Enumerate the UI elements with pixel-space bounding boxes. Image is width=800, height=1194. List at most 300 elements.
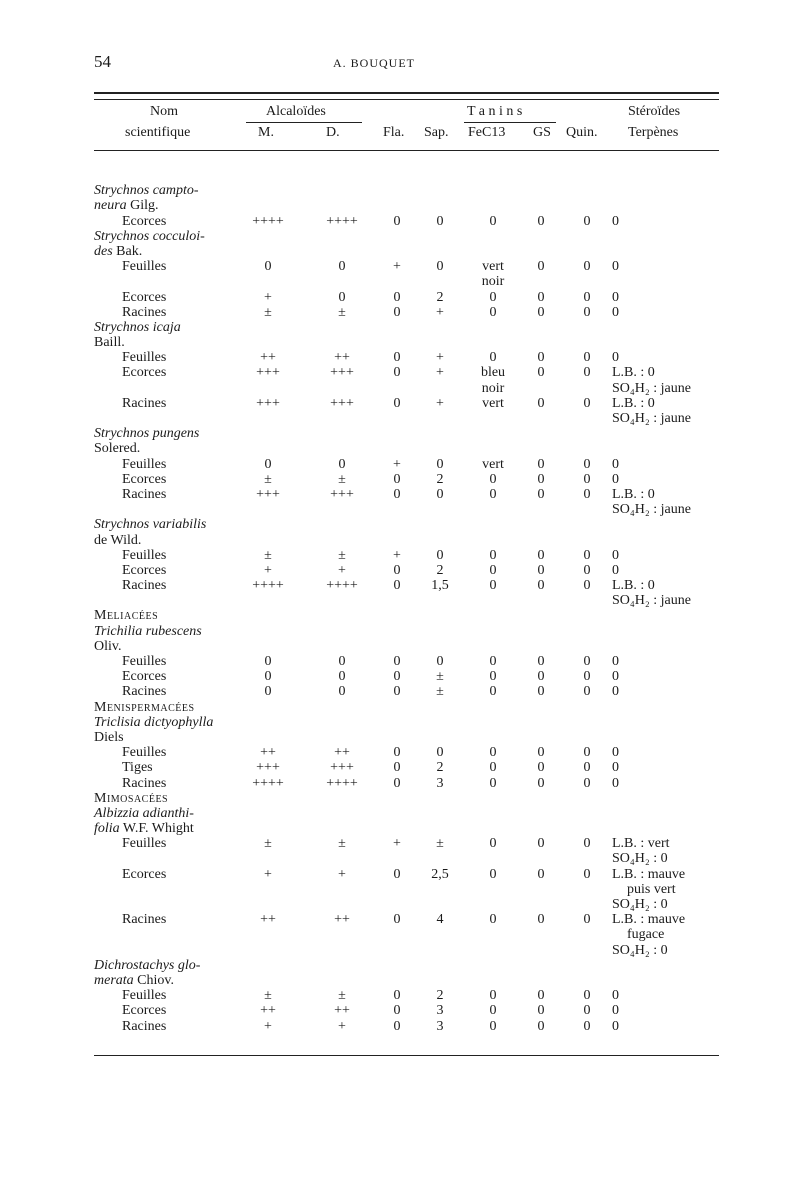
cell-alc-m: ± xyxy=(264,988,272,1004)
species-name xyxy=(94,821,194,836)
table-row xyxy=(0,684,800,699)
cell-steroides: 0 xyxy=(612,988,619,1004)
cell-fecl3: 0 xyxy=(489,213,497,229)
table-body xyxy=(0,168,800,1034)
col-quin: Quin. xyxy=(566,125,598,140)
cell-alc-m: ± xyxy=(264,836,272,852)
col-steroides: Stéroïdes xyxy=(628,104,681,119)
cell-fecl3: 0 xyxy=(489,350,497,366)
cell-gs: 0 xyxy=(537,1018,545,1034)
cell-alc-d: 0 xyxy=(338,289,346,305)
cell-quin: 0 xyxy=(583,760,591,776)
table-row xyxy=(0,730,800,745)
cell-gs: 0 xyxy=(537,304,545,320)
cell-fecl3: 0 xyxy=(489,1018,497,1034)
table-row xyxy=(0,1003,800,1018)
cell-alc-m: +++ xyxy=(256,395,280,411)
cell-alc-d: ± xyxy=(338,836,346,852)
cell-gs: 0 xyxy=(537,912,545,928)
table-row xyxy=(0,715,800,730)
cell-quin: 0 xyxy=(583,289,591,305)
table-row xyxy=(0,517,800,532)
col-tanins: T a n i n s xyxy=(467,104,523,119)
table-row xyxy=(0,396,800,411)
cell-steroides: 0 xyxy=(612,745,619,761)
cell-alc-m: + xyxy=(264,289,272,305)
cell-alc-d: ++++ xyxy=(326,775,358,791)
cell-alc-m: 0 xyxy=(264,669,272,685)
species-name xyxy=(94,517,206,532)
cell-fla: 0 xyxy=(393,395,401,411)
cell-gs: 0 xyxy=(537,562,545,578)
table-row xyxy=(0,229,800,244)
cell-sap: 2 xyxy=(436,471,444,487)
cell-quin: 0 xyxy=(583,1018,591,1034)
cell-fecl3: noir xyxy=(481,274,505,290)
cell-quin: 0 xyxy=(583,259,591,275)
cell-steroides: 0 xyxy=(612,289,619,305)
species-name xyxy=(94,958,200,973)
cell-sap: 0 xyxy=(436,486,444,502)
cell-fla: 0 xyxy=(393,684,401,700)
cell-quin: 0 xyxy=(583,654,591,669)
organ-label: Feuilles xyxy=(122,654,167,669)
table-row xyxy=(0,381,800,396)
cell-steroides: SO₄H₂ : 0 xyxy=(612,851,668,867)
cell-gs: 0 xyxy=(537,289,545,305)
cell-fecl3: 0 xyxy=(489,486,497,502)
cell-fla: 0 xyxy=(393,866,401,882)
species-authority: de Wild. xyxy=(94,532,142,548)
cell-gs: 0 xyxy=(537,988,545,1004)
table-row xyxy=(0,912,800,927)
cell-steroides: 0 xyxy=(612,684,619,700)
cell-sap: 4 xyxy=(436,912,444,928)
cell-alc-m: + xyxy=(264,866,272,882)
family-heading: Menispermacées xyxy=(94,699,195,715)
cell-steroides: SO₄H₂ : jaune xyxy=(612,502,691,518)
table-row xyxy=(0,578,800,593)
organ-label: Racines xyxy=(122,1018,167,1034)
cell-quin: 0 xyxy=(583,350,591,366)
table-row xyxy=(0,274,800,289)
table-row xyxy=(0,411,800,426)
cell-quin: 0 xyxy=(583,1003,591,1019)
table-row xyxy=(0,973,800,988)
table-row xyxy=(0,624,800,639)
cell-fecl3: 0 xyxy=(489,775,497,791)
cell-gs: 0 xyxy=(537,365,545,381)
cell-sap: 3 xyxy=(436,775,444,791)
table-row xyxy=(0,791,800,806)
cell-fla: 0 xyxy=(393,1018,401,1034)
cell-alc-d: ± xyxy=(338,547,346,563)
cell-steroides: 0 xyxy=(612,654,619,669)
cell-gs: 0 xyxy=(537,213,545,229)
table-row xyxy=(0,988,800,1003)
cell-fla: 0 xyxy=(393,304,401,320)
cell-gs: 0 xyxy=(537,456,545,472)
cell-quin: 0 xyxy=(583,213,591,229)
cell-gs: 0 xyxy=(537,395,545,411)
cell-fecl3: 0 xyxy=(489,1003,497,1019)
table-row xyxy=(0,593,800,608)
table-row xyxy=(0,943,800,958)
cell-steroides: SO₄H₂ : jaune xyxy=(612,411,691,426)
col-m: M. xyxy=(258,125,274,140)
species-name xyxy=(94,320,181,335)
cell-fecl3: 0 xyxy=(489,745,497,761)
cell-fla: 0 xyxy=(393,365,401,381)
species-binomial: merata xyxy=(94,972,134,988)
organ-label: Feuilles xyxy=(122,836,167,852)
col-d: D. xyxy=(326,125,340,140)
family-heading: Meliacées xyxy=(94,608,159,624)
cell-gs: 0 xyxy=(537,669,545,685)
table-row xyxy=(0,608,800,623)
cell-fla: 0 xyxy=(393,760,401,776)
cell-steroides: L.B. : 0 xyxy=(612,578,655,594)
species-name xyxy=(94,806,194,821)
cell-sap: ± xyxy=(436,669,444,685)
cell-alc-d: 0 xyxy=(338,669,346,685)
cell-steroides: 0 xyxy=(612,304,619,320)
cell-alc-d: ++++ xyxy=(326,578,358,594)
cell-sap: 0 xyxy=(436,745,444,761)
cell-sap: 3 xyxy=(436,1003,444,1019)
cell-alc-m: ++ xyxy=(260,350,276,366)
species-authority: Chiov. xyxy=(133,972,174,988)
organ-label: Racines xyxy=(122,486,167,502)
cell-steroides: SO₄H₂ : jaune xyxy=(612,593,691,609)
cell-sap: ± xyxy=(436,836,444,852)
col-sap: Sap. xyxy=(424,125,449,140)
cell-alc-d: ++++ xyxy=(326,213,358,229)
cell-alc-m: 0 xyxy=(264,259,272,275)
cell-fecl3: bleu xyxy=(480,365,506,381)
cell-steroides: 0 xyxy=(612,562,619,578)
cell-sap: 2 xyxy=(436,988,444,1004)
table-row xyxy=(0,290,800,305)
cell-fecl3: 0 xyxy=(489,866,497,882)
species-binomial: des xyxy=(94,243,113,259)
table-row xyxy=(0,457,800,472)
cell-alc-m: ++ xyxy=(260,1003,276,1019)
table-row xyxy=(0,760,800,775)
cell-gs: 0 xyxy=(537,745,545,761)
species-name xyxy=(94,973,174,988)
cell-fecl3: vert xyxy=(482,259,504,275)
table-row xyxy=(0,927,800,942)
cell-fecl3: 0 xyxy=(489,578,497,594)
species-name xyxy=(94,229,205,244)
cell-fla: 0 xyxy=(393,912,401,928)
cell-fecl3: 0 xyxy=(489,654,497,669)
cell-alc-m: ++ xyxy=(260,745,276,761)
cell-fecl3: vert xyxy=(482,456,504,472)
cell-sap: 0 xyxy=(436,654,444,669)
cell-alc-d: +++ xyxy=(330,486,354,502)
table-row xyxy=(0,305,800,320)
organ-label: Racines xyxy=(122,395,167,411)
cell-alc-d: + xyxy=(338,1018,346,1034)
table-row xyxy=(0,654,800,669)
cell-fla: 0 xyxy=(393,471,401,487)
cell-alc-d: +++ xyxy=(330,365,354,381)
table-row xyxy=(0,320,800,335)
table-row xyxy=(0,548,800,563)
cell-alc-d: ± xyxy=(338,304,346,320)
cell-fla: 0 xyxy=(393,775,401,791)
organ-label: Ecorces xyxy=(122,669,167,685)
cell-alc-d: + xyxy=(338,866,346,882)
species-binomial: Strychnos pungens xyxy=(94,426,200,442)
cell-fla: 0 xyxy=(393,578,401,594)
organ-label: Feuilles xyxy=(122,547,167,563)
table-row xyxy=(0,776,800,791)
cell-quin: 0 xyxy=(583,866,591,882)
table-bottom-rule xyxy=(94,1055,719,1056)
cell-quin: 0 xyxy=(583,912,591,928)
cell-alc-d: 0 xyxy=(338,684,346,700)
cell-steroides: SO₄H₂ : 0 xyxy=(612,897,668,912)
family-heading: Mimosacées xyxy=(94,790,169,806)
cell-fla: + xyxy=(393,836,401,852)
cell-steroides: L.B. : mauve xyxy=(612,866,686,882)
table-row xyxy=(0,745,800,760)
col-alcaloides: Alcaloïdes xyxy=(266,104,326,119)
species-authority: Diels xyxy=(94,729,124,745)
cell-gs: 0 xyxy=(537,866,545,882)
table-row xyxy=(0,1019,800,1034)
cell-alc-d: ++ xyxy=(334,1003,350,1019)
organ-label: Feuilles xyxy=(122,745,167,761)
cell-gs: 0 xyxy=(537,775,545,791)
cell-steroides: SO₄H₂ : jaune xyxy=(612,380,691,396)
cell-fecl3: 0 xyxy=(489,684,497,700)
cell-steroides: fugace xyxy=(627,927,665,943)
table-row xyxy=(0,806,800,821)
cell-sap: 2,5 xyxy=(431,866,449,882)
cell-quin: 0 xyxy=(583,486,591,502)
cell-steroides: 0 xyxy=(612,547,619,563)
cell-fla: + xyxy=(393,547,401,563)
cell-sap: 3 xyxy=(436,1018,444,1034)
cell-steroides: 0 xyxy=(612,760,619,776)
species-authority: W.F. Whight xyxy=(119,821,194,837)
cell-quin: 0 xyxy=(583,988,591,1004)
species-binomial: Strychnos variabilis xyxy=(94,517,207,533)
table-row xyxy=(0,487,800,502)
table-row xyxy=(0,259,800,274)
species-binomial: Triclisia dictyophylla xyxy=(94,714,214,730)
cell-steroides: 0 xyxy=(612,775,619,791)
table-row xyxy=(0,882,800,897)
cell-fecl3: 0 xyxy=(489,760,497,776)
alcaloides-underline xyxy=(246,122,362,123)
cell-fla: 0 xyxy=(393,486,401,502)
col-scientifique: scientifique xyxy=(125,125,191,140)
cell-alc-m: 0 xyxy=(264,456,272,472)
cell-sap: + xyxy=(436,350,444,366)
cell-steroides: L.B. : 0 xyxy=(612,395,655,411)
cell-gs: 0 xyxy=(537,760,545,776)
cell-steroides: 0 xyxy=(612,471,619,487)
cell-alc-m: ± xyxy=(264,304,272,320)
cell-alc-m: ++++ xyxy=(252,213,284,229)
cell-fecl3: 0 xyxy=(489,562,497,578)
organ-label: Racines xyxy=(122,684,167,700)
cell-alc-m: ++++ xyxy=(252,775,284,791)
cell-sap: 1,5 xyxy=(431,578,449,594)
cell-alc-d: ++ xyxy=(334,912,350,928)
species-binomial: folia xyxy=(94,821,120,837)
cell-steroides: 0 xyxy=(612,669,619,685)
cell-alc-m: ± xyxy=(264,547,272,563)
cell-fecl3: 0 xyxy=(489,471,497,487)
cell-alc-m: + xyxy=(264,1018,272,1034)
organ-label: Racines xyxy=(122,775,167,791)
header-bottom-rule xyxy=(94,150,719,151)
organ-label: Ecorces xyxy=(122,471,167,487)
organ-label: Racines xyxy=(122,304,167,320)
tanins-underline xyxy=(464,122,556,123)
cell-steroides: L.B. : 0 xyxy=(612,486,655,502)
cell-sap: + xyxy=(436,304,444,320)
organ-label: Racines xyxy=(122,912,167,928)
species-authority: Gilg. xyxy=(126,198,159,214)
species-authority: Bak. xyxy=(112,243,143,259)
table-row xyxy=(0,836,800,851)
cell-quin: 0 xyxy=(583,684,591,700)
cell-quin: 0 xyxy=(583,562,591,578)
cell-gs: 0 xyxy=(537,654,545,669)
species-name xyxy=(94,624,202,639)
cell-sap: 0 xyxy=(436,547,444,563)
col-terpenes: Terpènes xyxy=(628,125,679,140)
table-row xyxy=(0,669,800,684)
organ-label: Tiges xyxy=(122,760,153,776)
cell-steroides: 0 xyxy=(612,213,619,229)
cell-quin: 0 xyxy=(583,578,591,594)
cell-alc-m: +++ xyxy=(256,365,280,381)
cell-steroides: 0 xyxy=(612,1003,619,1019)
cell-gs: 0 xyxy=(537,1003,545,1019)
cell-gs: 0 xyxy=(537,486,545,502)
species-name xyxy=(94,183,199,198)
cell-alc-m: 0 xyxy=(264,684,272,700)
cell-fecl3: 0 xyxy=(489,669,497,685)
cell-quin: 0 xyxy=(583,669,591,685)
table-row xyxy=(0,533,800,548)
col-nom: Nom xyxy=(150,104,178,119)
cell-quin: 0 xyxy=(583,304,591,320)
cell-gs: 0 xyxy=(537,471,545,487)
cell-alc-d: 0 xyxy=(338,456,346,472)
table-row xyxy=(0,472,800,487)
col-gs: GS xyxy=(533,125,551,140)
cell-fla: 0 xyxy=(393,745,401,761)
cell-quin: 0 xyxy=(583,456,591,472)
species-name xyxy=(94,426,199,441)
organ-label: Ecorces xyxy=(122,213,167,229)
cell-alc-d: +++ xyxy=(330,760,354,776)
cell-sap: 2 xyxy=(436,289,444,305)
cell-gs: 0 xyxy=(537,836,545,852)
table-row xyxy=(0,700,800,715)
cell-fla: 0 xyxy=(393,988,401,1004)
table-top-rule xyxy=(94,92,719,100)
cell-alc-d: ++ xyxy=(334,350,350,366)
cell-quin: 0 xyxy=(583,365,591,381)
cell-steroides: L.B. : 0 xyxy=(612,365,655,381)
species-authority: Oliv. xyxy=(94,638,122,654)
species-authority: Solered. xyxy=(94,441,141,457)
cell-alc-d: ± xyxy=(338,988,346,1004)
species-binomial: Strychnos campto- xyxy=(94,183,199,199)
cell-fla: 0 xyxy=(393,289,401,305)
cell-gs: 0 xyxy=(537,259,545,275)
species-binomial: neura xyxy=(94,198,127,214)
organ-label: Racines xyxy=(122,578,167,594)
cell-steroides: 0 xyxy=(612,456,619,472)
cell-gs: 0 xyxy=(537,547,545,563)
cell-alc-m: ++++ xyxy=(252,578,284,594)
species-name xyxy=(94,715,213,730)
cell-quin: 0 xyxy=(583,836,591,852)
cell-sap: 2 xyxy=(436,562,444,578)
table-row xyxy=(0,867,800,882)
cell-quin: 0 xyxy=(583,395,591,411)
cell-fecl3: 0 xyxy=(489,547,497,563)
cell-fla: 0 xyxy=(393,562,401,578)
cell-quin: 0 xyxy=(583,471,591,487)
cell-steroides: 0 xyxy=(612,259,619,275)
cell-alc-d: ± xyxy=(338,471,346,487)
table-row xyxy=(0,168,800,183)
table-row xyxy=(0,958,800,973)
cell-gs: 0 xyxy=(537,350,545,366)
table-row xyxy=(0,821,800,836)
cell-alc-d: 0 xyxy=(338,259,346,275)
col-fecl3: FeC13 xyxy=(468,125,506,140)
species-binomial: Strychnos cocculoi- xyxy=(94,228,205,244)
species-name xyxy=(94,244,142,259)
cell-sap: + xyxy=(436,365,444,381)
table-row xyxy=(0,350,800,365)
table-row xyxy=(0,502,800,517)
cell-alc-d: ++ xyxy=(334,745,350,761)
cell-steroides: L.B. : vert xyxy=(612,836,670,852)
cell-fla: + xyxy=(393,259,401,275)
organ-label: Ecorces xyxy=(122,1003,167,1019)
organ-label: Feuilles xyxy=(122,456,167,472)
organ-label: Feuilles xyxy=(122,988,167,1004)
cell-alc-d: + xyxy=(338,562,346,578)
cell-steroides: 0 xyxy=(612,1018,619,1034)
cell-fla: 0 xyxy=(393,213,401,229)
cell-steroides: 0 xyxy=(612,350,619,366)
cell-steroides: SO₄H₂ : 0 xyxy=(612,942,668,958)
cell-fecl3: 0 xyxy=(489,988,497,1004)
cell-fecl3: 0 xyxy=(489,304,497,320)
cell-sap: + xyxy=(436,395,444,411)
organ-label: Ecorces xyxy=(122,866,167,882)
cell-gs: 0 xyxy=(537,684,545,700)
cell-fecl3: noir xyxy=(481,380,505,396)
cell-alc-m: + xyxy=(264,562,272,578)
table-row xyxy=(0,335,800,350)
